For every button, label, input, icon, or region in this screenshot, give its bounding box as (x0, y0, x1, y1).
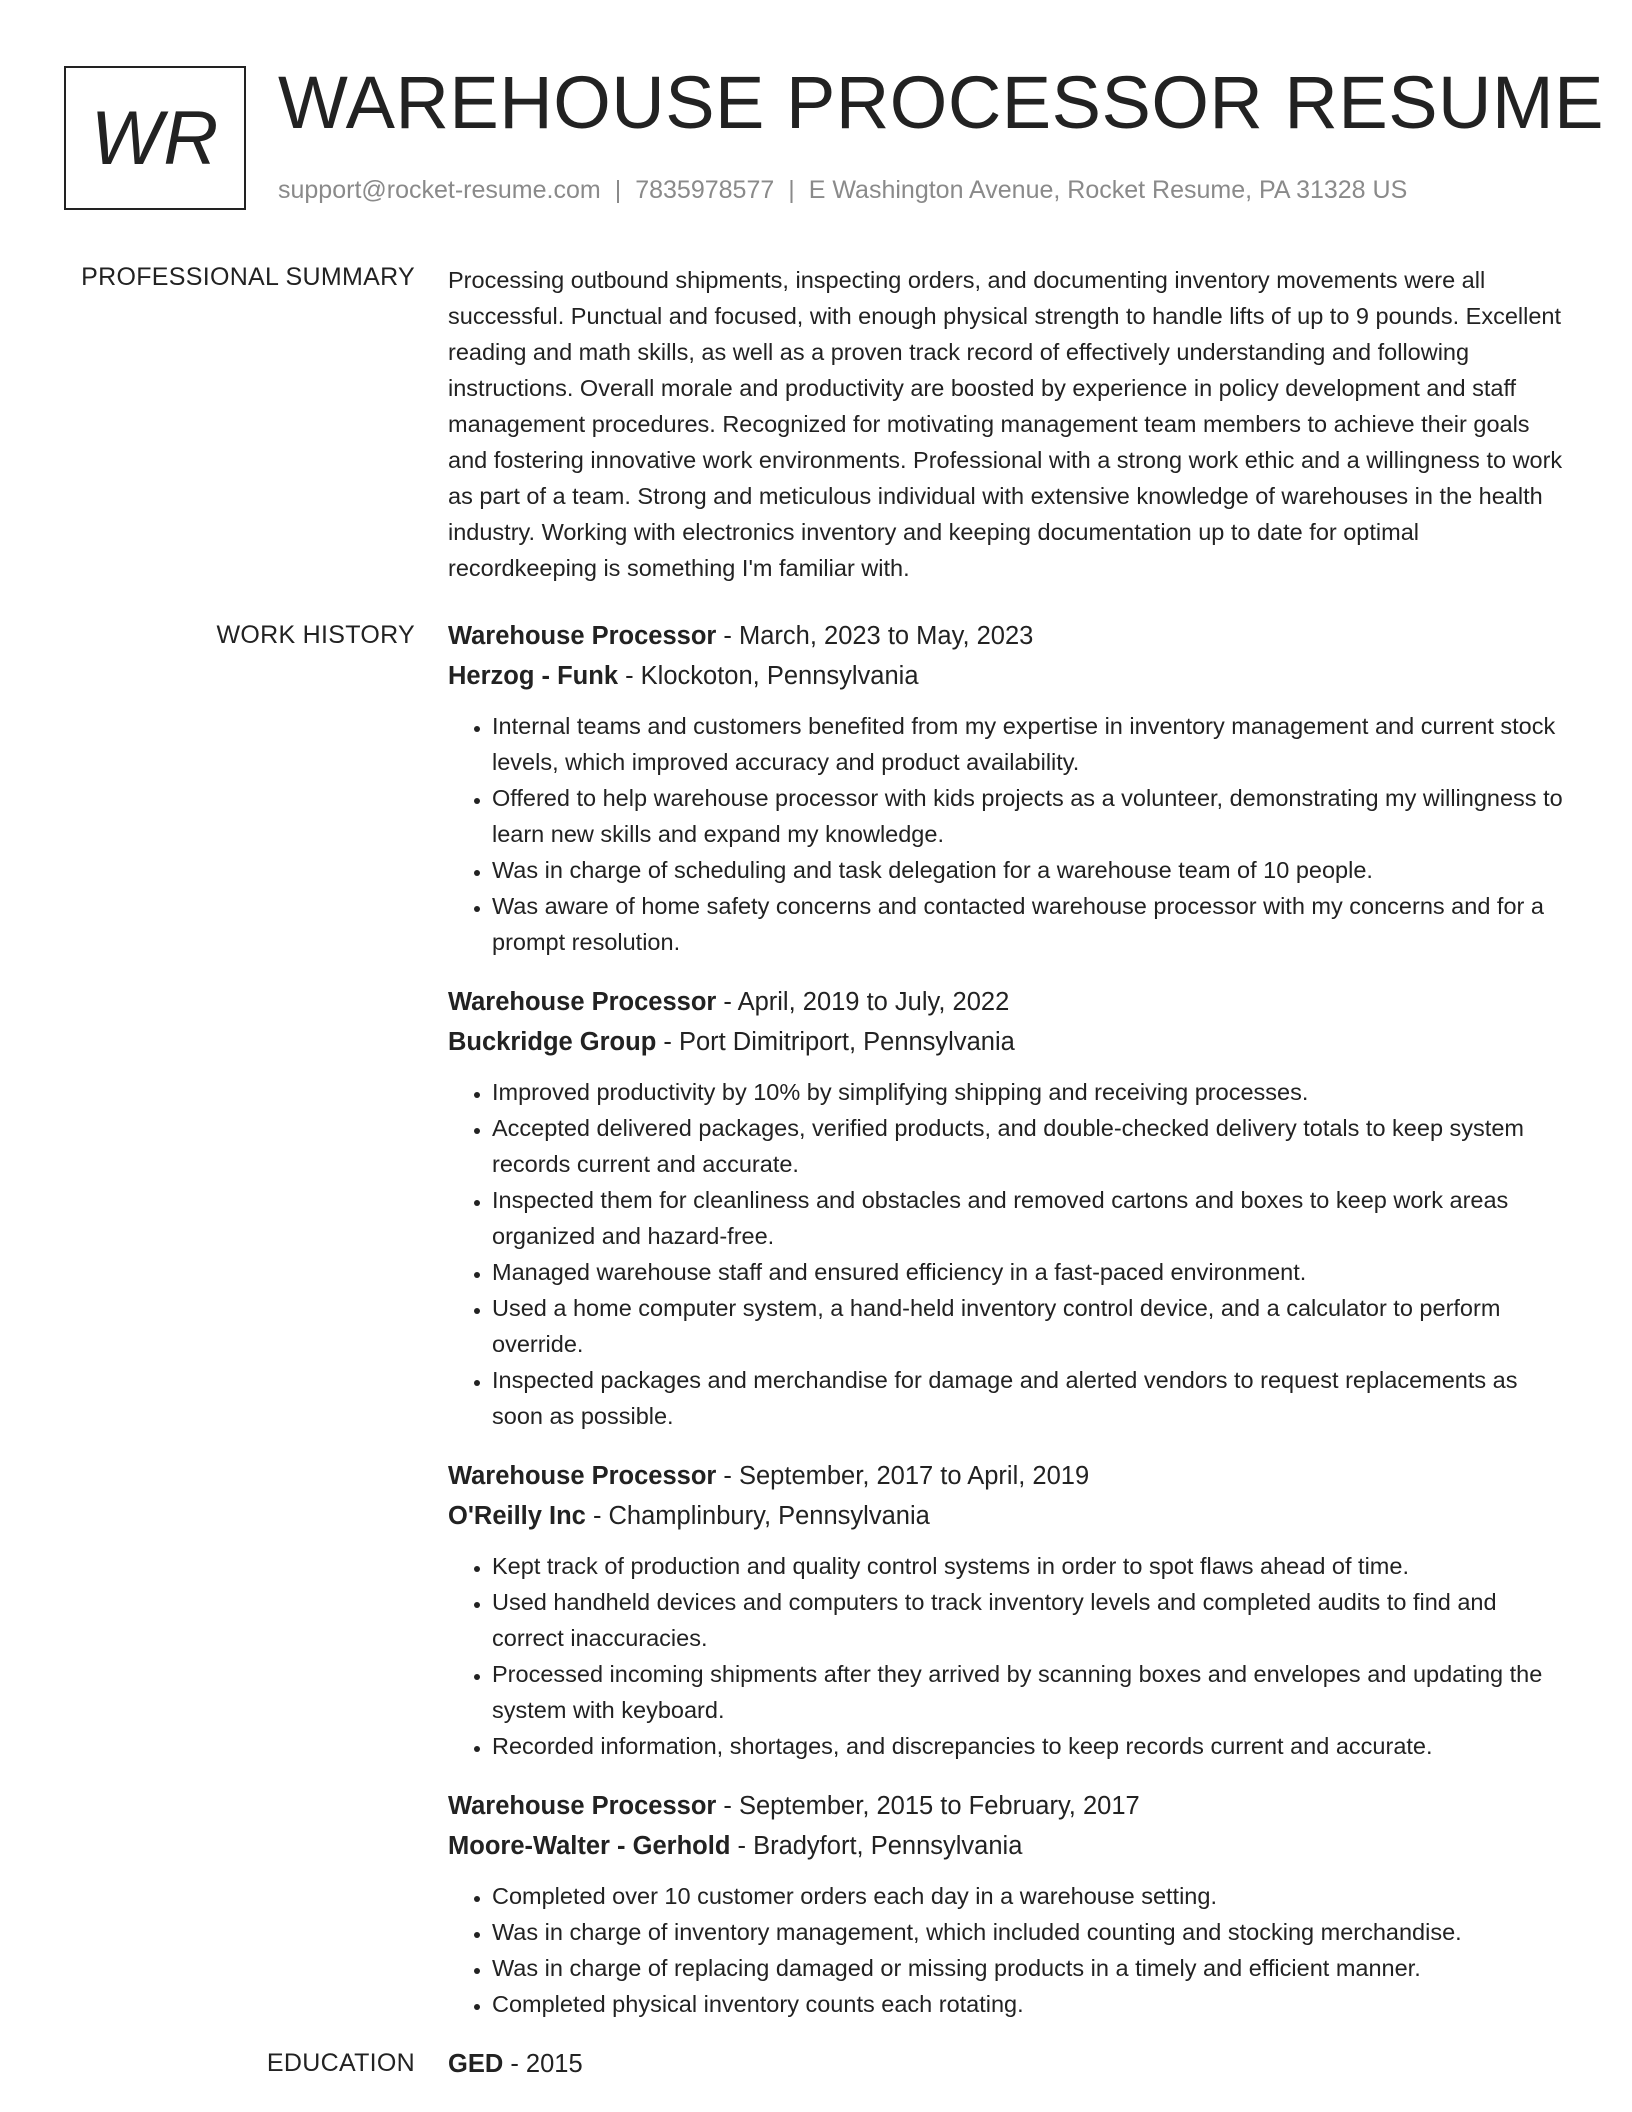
job-bullet: • Inspected them for cleanliness and obstacles and removed cartons and boxes to keep work areas organized and hazard-free. (492, 1182, 1570, 1254)
job-location: - Bradyfort, Pennsylvania (730, 1832, 1023, 1860)
summary-text: Processing outbound shipments, inspecting orders, and documenting inventory movements were all successful. Punctual and focused, with enough physical strength to handle lifts of up to 9 pounds. Excellent reading and math skills, as well as a proven track record of effectively understanding and following instructions. Overall morale and productivity are boosted by experience in policy development and staff management procedures. Recognized for motivating management team members to achieve their goals and fostering innovative work environments. Professional with a strong work ethic and a willingness to work as part of a team. Strong and meticulous individual with extensive knowledge of warehouses in the health industry. Working with electronics inventory and keeping documentation up to date for optimal recordkeeping is something I'm familiar with. (448, 267, 1563, 581)
contact-phone: 7835978577 (635, 176, 775, 204)
job-company-line (448, 656, 1570, 696)
job-dates: - September, 2015 to February, 2017 (716, 1792, 1140, 1820)
job-location: - Port Dimitriport, Pennsylvania (656, 1028, 1015, 1056)
job-bullet: • Was in charge of replacing damaged or missing products in a timely and efficient manner. (492, 1950, 1570, 1986)
job-bullet-list (448, 1548, 1570, 1764)
job-bullet: • Processed incoming shipments after they arrived by scanning boxes and envelopes and updating the system with keyboard. (492, 1656, 1570, 1728)
job-bullet-list (448, 708, 1570, 960)
job-title: Warehouse Processor (448, 622, 717, 650)
contact-separator: | (614, 176, 622, 204)
summary-section (0, 262, 1632, 586)
contact-separator: | (788, 176, 795, 204)
job-bullet: • Was in charge of scheduling and task delegation for a warehouse team of 10 people. (492, 852, 1570, 888)
contact-address: E Washington Avenue, Rocket Resume, PA 31328 US (808, 176, 1408, 204)
summary-body (448, 262, 1570, 586)
job-bullet: • Used handheld devices and computers to track inventory levels and completed audits to find and correct inaccuracies. (492, 1584, 1570, 1656)
job-title: Warehouse Processor (448, 1462, 717, 1490)
job-title-line (448, 616, 1570, 656)
job-entry (448, 1786, 1570, 2022)
job-title: Warehouse Processor (448, 1792, 717, 1820)
job-bullet: • Recorded information, shortages, and discrepancies to keep records current and accurate. (492, 1728, 1570, 1764)
job-entry (448, 1456, 1570, 1764)
job-dates: - September, 2017 to April, 2019 (716, 1462, 1090, 1490)
job-location: - Champlinbury, Pennsylvania (585, 1502, 930, 1530)
job-bullet: • Managed warehouse staff and ensured efficiency in a fast-paced environment. (492, 1254, 1570, 1290)
job-bullet: • Used a home computer system, a hand-held inventory control device, and a calculator to perform override. (492, 1290, 1570, 1362)
job-bullet: • Inspected packages and merchandise for damage and alerted vendors to request replacements as soon as possible. (492, 1362, 1570, 1434)
job-bullet-list (448, 1074, 1570, 1434)
job-title: Warehouse Processor (448, 988, 717, 1016)
monogram-logo: WR (64, 66, 246, 210)
work-history-body (448, 616, 1570, 2044)
job-company: Buckridge Group (448, 1028, 657, 1056)
contact-line (278, 176, 1407, 205)
job-company: Moore-Walter - Gerhold (448, 1832, 731, 1860)
job-entry (448, 616, 1570, 960)
job-bullet-list (448, 1878, 1570, 2022)
job-title-line (448, 982, 1570, 1022)
job-dates: - March, 2023 to May, 2023 (716, 622, 1034, 650)
job-bullet: • Offered to help warehouse processor with kids projects as a volunteer, demonstrating my willingness to learn new skills and expand my knowledge. (492, 780, 1570, 852)
job-company: O'Reilly Inc (448, 1502, 586, 1530)
job-title-line (448, 1786, 1570, 1826)
resume-sections (0, 262, 1632, 2084)
job-bullet: • Improved productivity by 10% by simplifying shipping and receiving processes. (492, 1074, 1570, 1110)
job-bullet: • Completed physical inventory counts each rotating. (492, 1986, 1570, 2022)
education-heading: EDUCATION (266, 2049, 415, 2077)
job-company-line (448, 1496, 1570, 1536)
education-degree: GED (448, 2050, 504, 2078)
job-bullet: • Was in charge of inventory management, which included counting and stocking merchandise. (492, 1914, 1570, 1950)
education-line (448, 2044, 1570, 2084)
contact-email: support@rocket-resume.com (278, 176, 601, 204)
job-bullet: • Kept track of production and quality control systems in order to spot flaws ahead of time. (492, 1548, 1570, 1584)
job-bullet: • Was aware of home safety concerns and contacted warehouse processor with my concerns and for a prompt resolution. (492, 888, 1570, 960)
job-company-line (448, 1022, 1570, 1062)
work-history-heading: WORK HISTORY (216, 621, 415, 649)
job-bullet: • Accepted delivered packages, verified products, and double-checked delivery totals to keep system records current and accurate. (492, 1110, 1570, 1182)
job-dates: - April, 2019 to July, 2022 (716, 988, 1010, 1016)
education-body (448, 2044, 1570, 2084)
work-history-section (0, 616, 1632, 2044)
resume-header (64, 61, 1604, 211)
job-location: - Klockoton, Pennsylvania (618, 662, 919, 690)
job-bullet: • Completed over 10 customer orders each day in a warehouse setting. (492, 1878, 1570, 1914)
job-entry (448, 982, 1570, 1434)
education-section (0, 2044, 1632, 2084)
education-year: - 2015 (503, 2050, 583, 2078)
resume-title: WAREHOUSE PROCESSOR RESUME (278, 61, 1604, 144)
summary-heading: PROFESSIONAL SUMMARY (81, 263, 415, 291)
job-bullet: • Internal teams and customers benefited from my expertise in inventory management and current stock levels, which improved accuracy and product availability. (492, 708, 1570, 780)
job-company: Herzog - Funk (448, 662, 618, 690)
job-company-line (448, 1826, 1570, 1866)
job-title-line (448, 1456, 1570, 1496)
